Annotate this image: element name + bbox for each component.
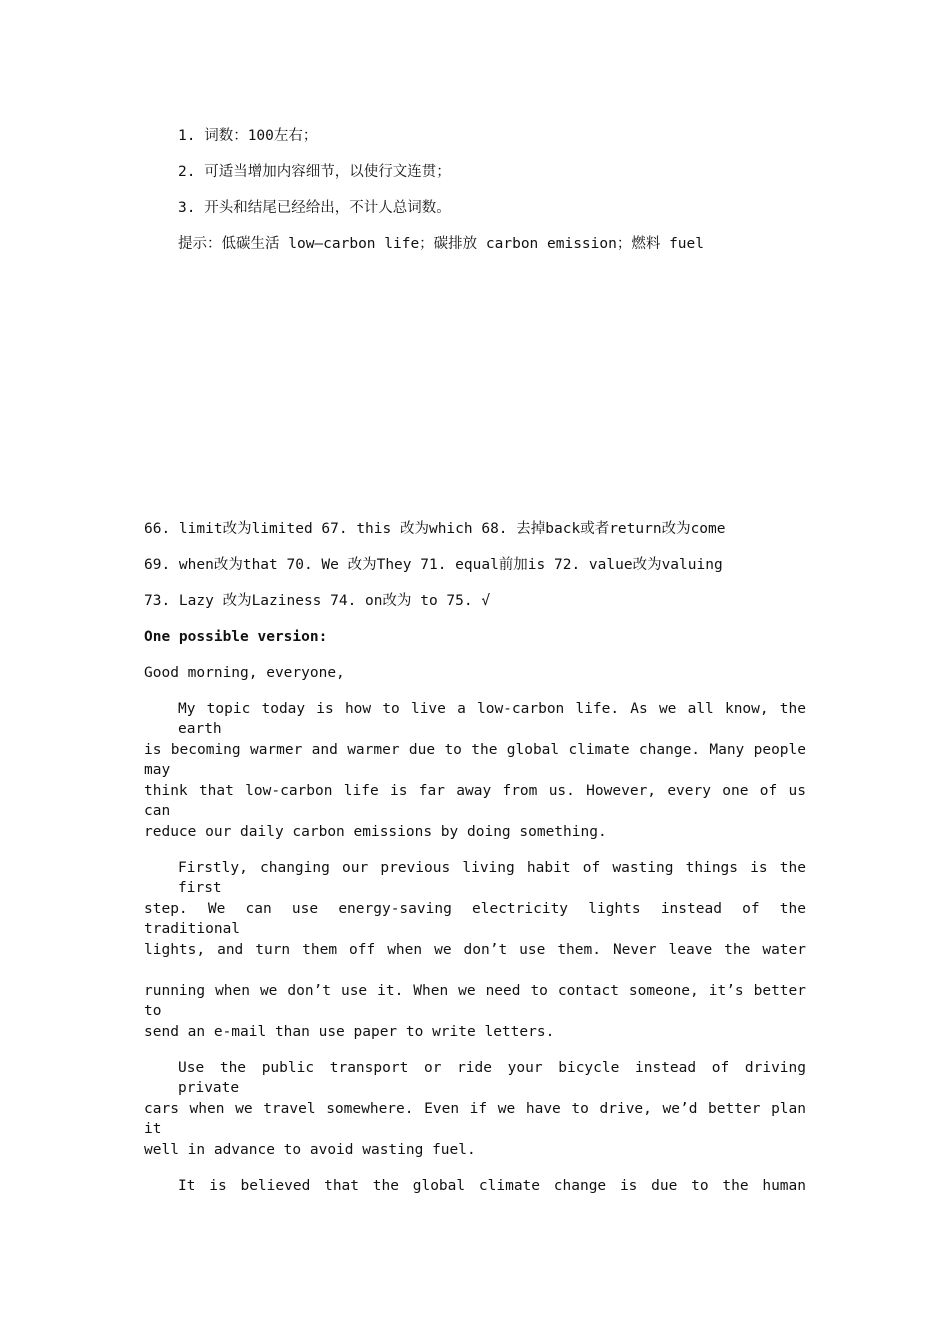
requirement-item-2: 2. 可适当增加内容细节，以使行文连贯； (178, 164, 451, 180)
essay-p2-line-3: lights, and turn them off when we don’t use them. Never leave the water (144, 942, 806, 958)
requirement-item-1: 1. 词数：100左右； (178, 128, 318, 144)
essay-p1-line-2: is becoming warmer and warmer due to the global climate change. Many people may (144, 742, 806, 778)
requirement-hint: 提示：低碳生活 low—carbon life；碳排放 carbon emission；燃料 fuel (178, 236, 704, 252)
essay-p2-line-1: Firstly, changing our previous living habit of wasting things is the first (178, 860, 806, 896)
essay-p3-line-3: well in advance to avoid wasting fuel. (144, 1142, 476, 1158)
essay-p4-line-1: It is believed that the global climate change is due to the human (178, 1178, 806, 1194)
answer-line-3: 73. Lazy 改为Laziness 74. on改为 to 75. √ (144, 593, 491, 609)
essay-greeting: Good morning, everyone, (144, 665, 345, 681)
answer-line-2: 69. when改为that 70. We 改为They 71. equal前加is 72. value改为valuing (144, 557, 723, 573)
essay-p1-line-3: think that low-carbon life is far away from us. However, every one of us can (144, 783, 806, 819)
essay-p1-line-1: My topic today is how to live a low-carbon life. As we all know, the earth (178, 701, 806, 737)
essay-p2-line-4: running when we don’t use it. When we need to contact someone, it’s better to (144, 983, 806, 1019)
essay-p3-line-1: Use the public transport or ride your bicycle instead of driving private (178, 1060, 806, 1096)
essay-heading: One possible version: (144, 629, 328, 645)
essay-p1-line-4: reduce our daily carbon emissions by doing something. (144, 824, 607, 840)
essay-p2-line-5: send an e-mail than use paper to write letters. (144, 1024, 555, 1040)
essay-p3-line-2: cars when we travel somewhere. Even if we have to drive, we’d better plan it (144, 1101, 806, 1137)
answer-line-1: 66. limit改为limited 67. this 改为which 68. 去掉back或者return改为come (144, 521, 726, 537)
essay-p2-line-2: step. We can use energy-saving electricity lights instead of the traditional (144, 901, 806, 937)
requirement-item-3: 3. 开头和结尾已经给出，不计人总词数。 (178, 200, 451, 216)
